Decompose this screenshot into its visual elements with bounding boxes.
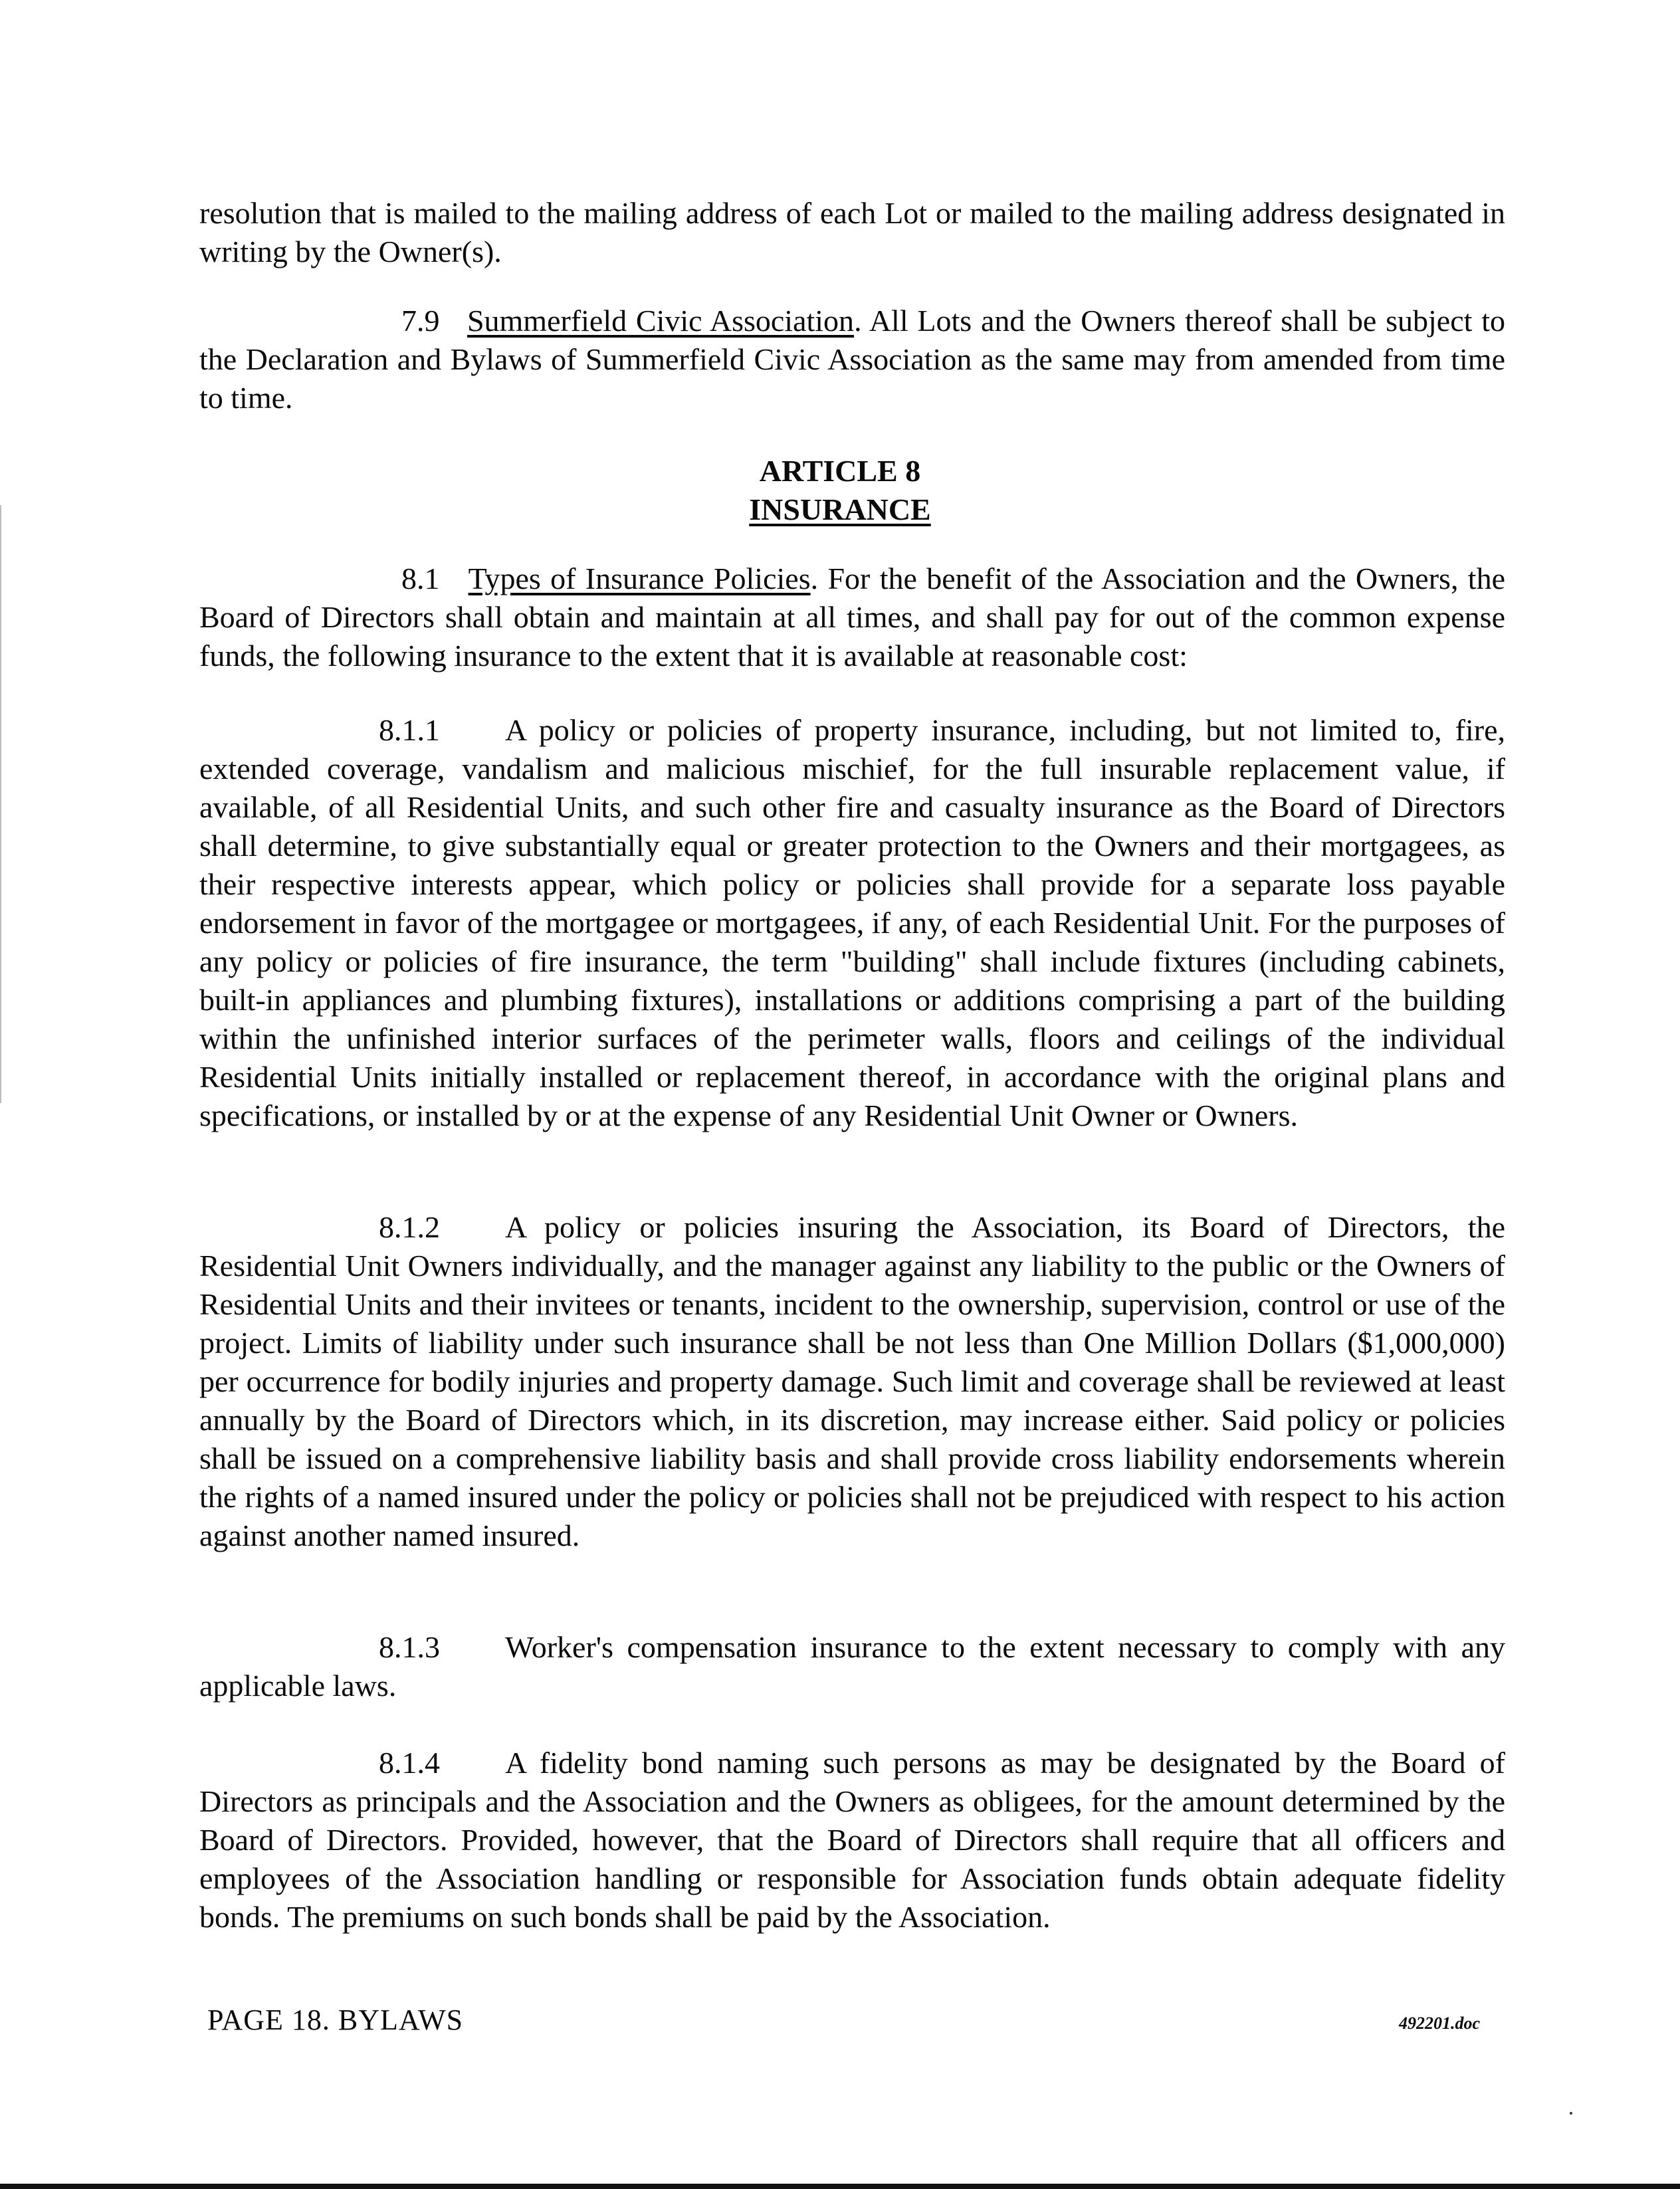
article-label: ARTICLE 8 [759,454,921,488]
section-8-1-4 [199,1744,1505,1936]
article-title [0,490,1680,529]
scan-speck [1570,2112,1572,2115]
section-body: A policy or policies of property insurance, including, but not limited to, fire, extended coverage, vandalism and malicious mischief, for the full insurable replacement value, if available, of all Residential Units, and such other fire and casualty insurance as the Board of Directors shall determine, to give substantially equal or greater protection to the Owners and their mortgagees, as their respective interests appear, which policy or policies shall provide for a separate loss payable endorsement in favor of the mortgagee or mortgagees, if any, of each Residential Unit. For the purposes of any policy or policies of fire insurance, the term "building" shall include fixtures (including cabinets, built-in appliances and plumbing fixtures), installations or additions comprising a part of the building within the unfinished interior surfaces of the perimeter walls, floors and ceilings of the individual Residential Units initially installed or replacement thereof, in accordance with the original plans and specifications, or installed by or at the expense of any Residential Unit Owner or Owners. [199,713,1505,1132]
scan-bottom-edge [0,2184,1680,2189]
section-body: A policy or policies insuring the Association, its Board of Directors, the Residential Unit Owners individually, and the manager against any liability to the public or the Owners of Residential Units and their invitees or tenants, incident to the ownership, supervision, control or use of the project. Limits of liability under such insurance shall be not less than One Million Dollars ($1,000,000) per occurrence for bodily injuries and property damage. Such limit and coverage shall be reviewed at least annually by the Board of Directors which, in its discretion, may increase either. Said policy or policies shall be issued on a comprehensive liability basis and shall provide cross liability endorsements wherein the rights of a named insured under the policy or policies shall not be prejudiced with respect to his action against another named insured. [199,1210,1505,1552]
section-number: 8.1 [401,562,440,595]
section-8-1-1 [199,711,1505,1135]
section-title: Summerfield Civic Association [467,304,855,338]
section-number: 8.1.4 [379,1746,440,1780]
section-body: Worker's compensation insurance to the extent necessary to comply with any applicable laws. [199,1630,1505,1703]
section-7-9 [199,302,1505,417]
section-body: . All Lots and the Owners thereof shall be subject to the Declaration and Bylaws of Summerfield Civic Association as the same may from amended from time to time. [199,304,1506,415]
section-8-1 [199,560,1505,675]
page-footer-label: PAGE 18. BYLAWS [207,2004,464,2036]
section-body: A fidelity bond naming such persons as may be designated by the Board of Directors as principals and the Association and the Owners as obligees, for the amount determined by the Board of Directors. Provided, however, that the Board of Directors shall require that all officers and employees of the Association handling or responsible for Association funds obtain adequate fidelity bonds. The premiums on such bonds shall be paid by the Association. [199,1746,1505,1934]
section-number: 7.9 [401,304,440,338]
paragraph-continuation-text: resolution that is mailed to the mailing address of each Lot or mailed to the mailing address designated in writing by the Owner(s). [199,196,1505,268]
article-title-text: INSURANCE [749,492,931,526]
section-number: 8.1.1 [379,713,440,747]
section-8-1-3 [199,1628,1505,1705]
section-8-1-2 [199,1208,1505,1555]
section-title: Types of Insurance Policies [468,562,811,595]
section-number: 8.1.3 [379,1630,440,1664]
document-id: 492201.doc [1399,2014,1481,2033]
section-number: 8.1.2 [379,1210,440,1244]
section-body: . For the benefit of the Association and the Owners, the Board of Directors shall obtain and maintain at all times, and shall pay for out of the common expense funds, the following insurance to the extent that it is available at reasonable cost: [199,562,1505,673]
paragraph-continuation [199,194,1505,271]
scan-left-edge [0,505,1,1103]
